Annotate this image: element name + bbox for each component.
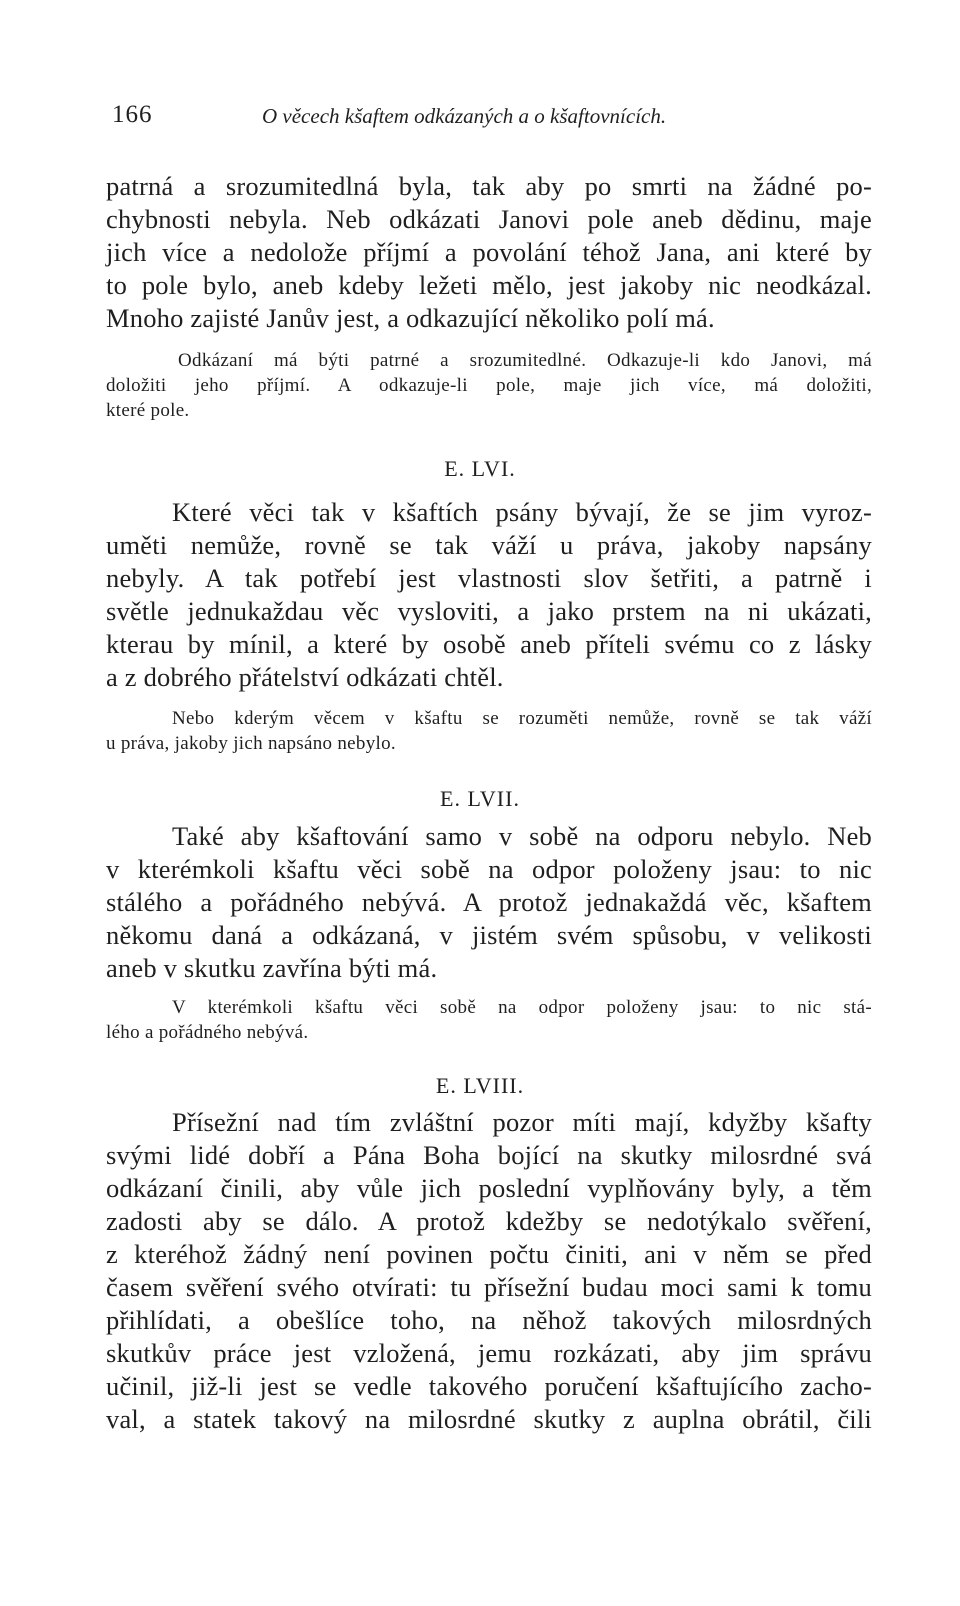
text-line: světle jednukaždau věc vysloviti, a jako prstem na ni ukázati, xyxy=(106,596,872,626)
text-line: a z dobrého přátelství odkázati chtěl. xyxy=(106,662,504,692)
note-line: doložiti jeho příjmí. A odkazuje-li pole, maje jich více, má doložiti, xyxy=(106,375,872,396)
page-number: 166 xyxy=(112,101,153,128)
section-heading-lviii: E. LVIII. xyxy=(435,1073,525,1098)
text-line: jich více a nedolože příjmí a povolání téhož Jana, ani které by xyxy=(106,237,872,267)
text-line: kterau by mínil, a které by osobě aneb příteli svému co z lásky xyxy=(106,629,872,659)
text-line: chybnosti nebyla. Neb odkázati Janovi pole aneb dědinu, maje xyxy=(106,204,872,234)
text-line: z kteréhož žádný není povinen počtu činiti, ani v něm se před xyxy=(106,1239,872,1269)
text-line: zadosti aby se dálo. A protož kdežby se nedotýkalo svěření, xyxy=(106,1206,872,1236)
section-heading-lvi: E. LVI. xyxy=(444,456,516,481)
note-line: Odkázaní má býti patrné a srozumitedlné. Odkazuje-li kdo Janovi, má xyxy=(178,350,872,371)
page-header xyxy=(112,100,872,136)
note-1 xyxy=(106,348,872,423)
note-line: lého a pořádného nebývá. xyxy=(106,1022,309,1043)
text-line: někomu daná a odkázaná, v jistém svém spůsobu, v velikosti xyxy=(106,920,872,950)
text-line: patrná a srozumitedlná byla, tak aby po smrti na žádné po- xyxy=(106,171,872,201)
note-3 xyxy=(106,995,872,1045)
running-head: O věcech kšaftem odkázaných a o kšaftovnících. xyxy=(262,104,667,128)
paragraph-1 xyxy=(106,170,872,335)
text-line: nebyly. A tak potřebí jest vlastnosti slov šetřiti, a patrně i xyxy=(106,563,872,593)
text-line: Které věci tak v kšaftích psány bývají, že se jim vyroz- xyxy=(172,497,872,527)
text-line: Přísežní nad tím zvláštní pozor míti mají, kdyžby kšafty xyxy=(172,1107,872,1137)
text-line: svými lidé dobří a Pána Boha bojící na skutky milosrdné svá xyxy=(106,1140,872,1170)
paragraph-2 xyxy=(106,496,872,694)
text-line: Také aby kšaftování samo v sobě na odporu nebylo. Neb xyxy=(172,821,872,851)
text-line: učinil, již-li jest se vedle takového poručení kšaftujícího zacho- xyxy=(106,1371,872,1401)
paragraph-3 xyxy=(106,820,872,985)
text-line: val, a statek takový na milosrdné skutky z auplna obrátil, čili xyxy=(106,1404,872,1434)
text-line: aneb v skutku zavřína býti má. xyxy=(106,953,438,983)
note-line: které pole. xyxy=(106,400,190,421)
section-heading-lvii: E. LVII. xyxy=(440,786,520,811)
text-line: stálého a pořádného nebývá. A protož jednakaždá věc, kšaftem xyxy=(106,887,872,917)
text-line: odkázaní činili, aby vůle jich poslední vyplňovány byly, a těm xyxy=(106,1173,872,1203)
note-line: u práva, jakoby jich napsáno nebylo. xyxy=(106,733,396,754)
text-line: v kterémkoli kšaftu věci sobě na odpor položeny jsau: to nic xyxy=(106,854,872,884)
note-line: Nebo kderým věcem v kšaftu se rozuměti nemůže, rovně se tak váží xyxy=(172,708,872,729)
text-line: skutkův práce jest vzložená, jemu rozkázati, aby jim správu xyxy=(106,1338,872,1368)
paragraph-4 xyxy=(106,1106,872,1436)
note-line: V kterémkoli kšaftu věci sobě na odpor položeny jsau: to nic stá- xyxy=(172,997,872,1018)
text-line: Mnoho zajisté Janův jest, a odkazující několiko polí má. xyxy=(106,303,715,333)
text-line: to pole bylo, aneb kdeby ležeti mělo, jest jakoby nic neodkázal. xyxy=(106,270,872,300)
text-line: uměti nemůže, rovně se tak váží u práva, jakoby napsány xyxy=(106,530,872,560)
note-2 xyxy=(106,706,872,756)
text-line: přihlídati, a obešlíce toho, na něhož takových milosrdných xyxy=(106,1305,872,1335)
text-line: časem svěření svého otvírati: tu přísežní budau moci sami k tomu xyxy=(106,1272,872,1302)
